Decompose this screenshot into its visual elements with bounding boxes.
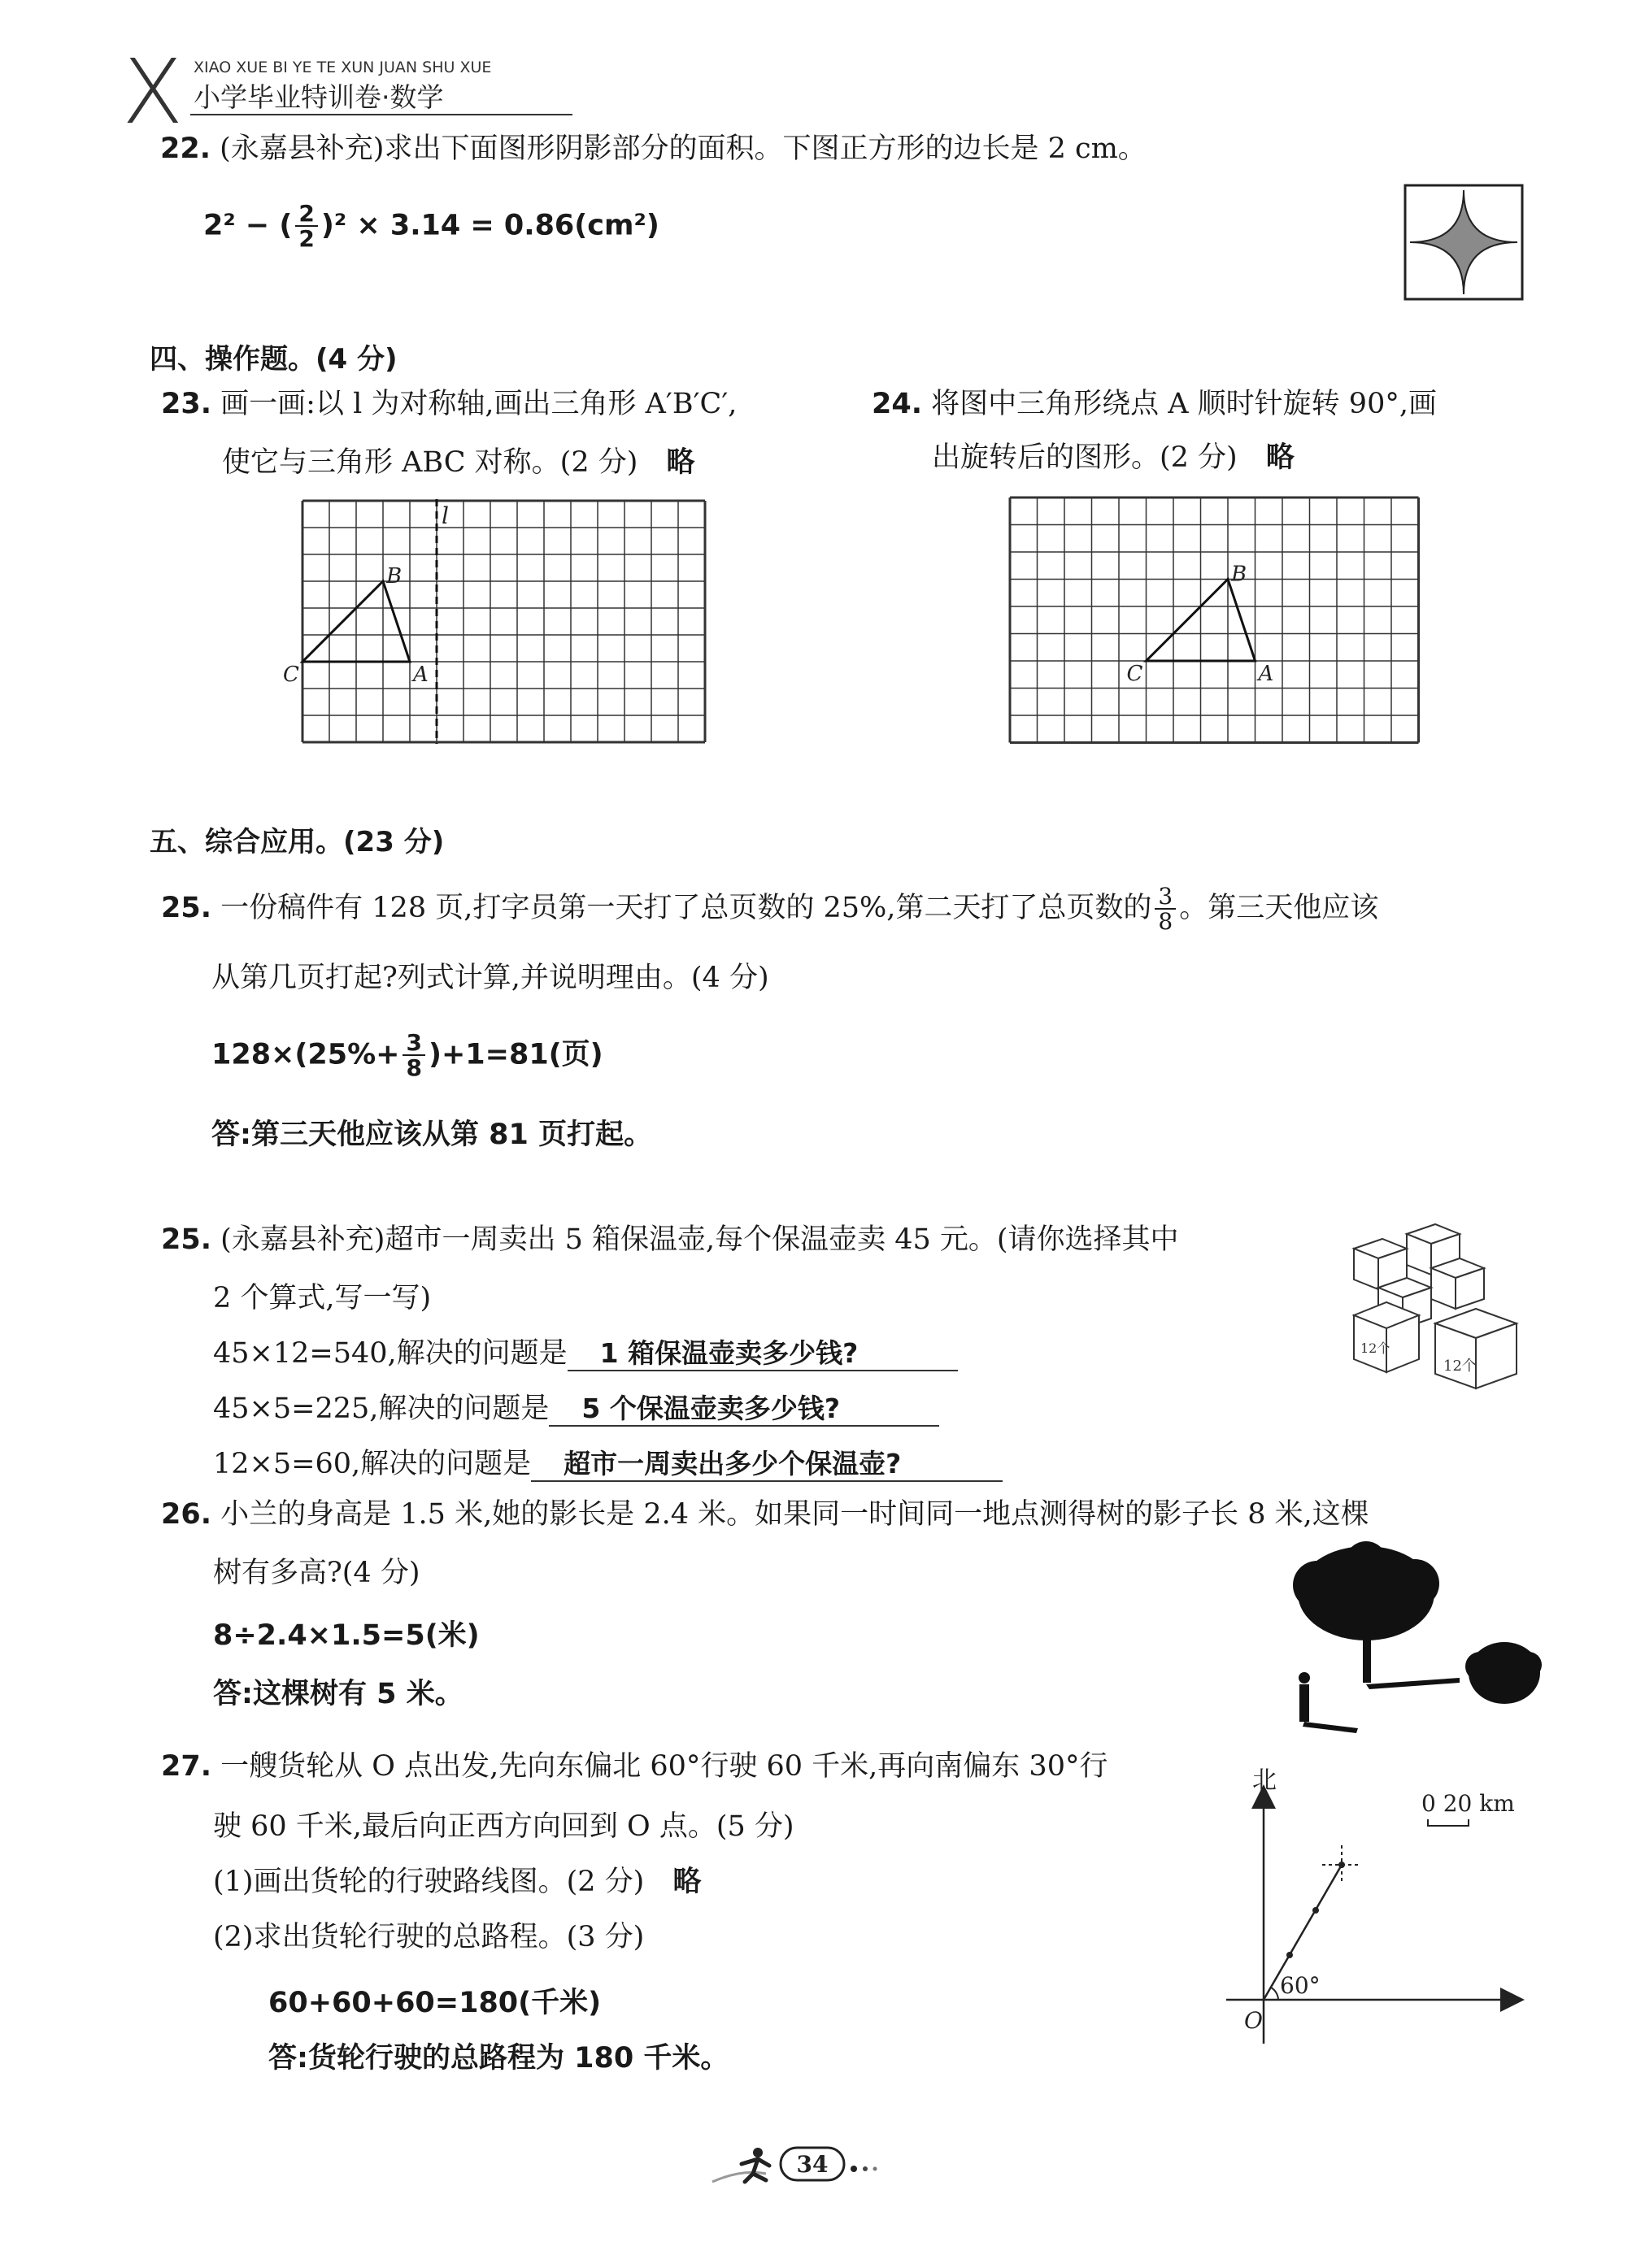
question-27-line2: 驶 60 千米,最后向正西方向回到 O 点。(5 分) <box>213 1810 794 1843</box>
fill-row <box>213 1336 958 1371</box>
question-text: 一艘货轮从 O 点出发,先向东偏北 60°行驶 60 千米,再向南偏东 30°行 <box>220 1750 1108 1783</box>
question-number: 26. <box>161 1498 212 1531</box>
question-text: 使它与三角形 ABC 对称。(2 分) <box>222 446 638 479</box>
q23-grid <box>283 499 707 746</box>
vertex-label-c: C <box>283 663 299 687</box>
question-23 <box>161 387 737 421</box>
question-26 <box>161 1497 1369 1532</box>
question-text: 画一画:以 l 为对称轴,画出三角形 A′B′C′, <box>220 388 738 420</box>
question-text: (1)画出货轮的行驶路线图。(2 分) <box>213 1866 645 1898</box>
q27-sub1 <box>213 1865 701 1899</box>
question-text: 一份稿件有 128 页,打字员第一天打了总页数的 25%,第二天打了总页数的 <box>220 891 1152 924</box>
section-4-title: 四、操作题。(4 分) <box>150 343 398 376</box>
answer: 略 <box>666 446 695 479</box>
box-label: 12个 <box>1443 1358 1477 1375</box>
question-25a <box>161 884 1378 934</box>
q27-answer: 答:货轮行驶的总路程为 180 千米。 <box>268 2042 729 2075</box>
answer-part: )² × 3.14 = 0.86(cm²) <box>320 209 659 242</box>
question-27 <box>161 1749 1108 1784</box>
frac-num: 3 <box>1155 884 1176 910</box>
fill-answer: 超市一周卖出多少个保温壶? <box>531 1448 1003 1482</box>
fraction <box>295 202 317 251</box>
axis-label: l <box>442 502 449 529</box>
section-5-title: 五、综合应用。(23 分) <box>150 826 445 858</box>
answer-part: 2² − ( <box>203 209 293 242</box>
q26-equation: 8÷2.4×1.5=5(米) <box>213 1619 480 1652</box>
q25a-answer: 答:第三天他应该从第 81 页打起。 <box>211 1119 653 1151</box>
fill-answer: 1 箱保温壶卖多少钱? <box>568 1337 958 1371</box>
fraction <box>403 1031 424 1080</box>
question-text: 小兰的身高是 1.5 米,她的影长是 2.4 米。如果同一时间同一地点测得树的影子长 8 米,这棵 <box>220 1498 1369 1531</box>
page-number-badge <box>709 2141 920 2187</box>
route-diagram <box>1212 1764 1537 2057</box>
q26-answer: 答:这棵树有 5 米。 <box>213 1678 463 1710</box>
q27-sub2: (2)求出货轮行驶的总路程。(3 分) <box>213 1921 645 1953</box>
header-title: 小学毕业特训卷·数学 <box>194 81 444 113</box>
q27-equation: 60+60+60=180(千米) <box>268 1987 602 2019</box>
vertex-label-b: B <box>1231 562 1247 587</box>
question-number: 25. <box>161 891 212 924</box>
vertex-label-a: A <box>1258 662 1274 686</box>
question-25b-line2: 2 个算式,写一写) <box>213 1282 432 1314</box>
question-23-line2 <box>222 445 695 480</box>
origin-label: O <box>1244 2007 1263 2034</box>
question-text: 出旋转后的图形。(2 分) <box>932 441 1238 474</box>
route-point <box>1286 1952 1293 1958</box>
frac-den: 8 <box>406 1054 422 1082</box>
q22-answer <box>203 202 659 251</box>
q25a-equation <box>211 1031 603 1080</box>
answer: 略 <box>1265 441 1295 474</box>
question-text: 。第三天他应该 <box>1179 891 1379 924</box>
question-text: (永嘉县补充)求出下面图形阴影部分的面积。下图正方形的边长是 2 cm。 <box>220 133 1147 165</box>
question-text: (永嘉县补充)超市一周卖出 5 箱保温壶,每个保温壶卖 45 元。(请你选择其中 <box>220 1223 1179 1256</box>
vertex-label-a: A <box>413 663 429 687</box>
tree-shadow-illustration <box>1285 1545 1545 1748</box>
question-24-line2 <box>932 441 1295 475</box>
fill-answer: 5 个保温壶卖多少钱? <box>549 1393 939 1427</box>
question-24 <box>872 387 1437 421</box>
answer-part: 128×(25%+ <box>211 1038 400 1071</box>
angle-label: 60° <box>1280 1972 1321 1999</box>
question-number: 25. <box>161 1223 212 1256</box>
scale-label: 0 20 km <box>1421 1790 1515 1817</box>
question-number: 22. <box>160 133 211 165</box>
q24-grid <box>1008 496 1420 743</box>
fill-expression: 45×12=540,解决的问题是 <box>213 1337 568 1370</box>
frac-den: 2 <box>298 225 315 253</box>
square-star-figure <box>1403 184 1524 301</box>
question-25b <box>161 1223 1179 1257</box>
fill-row <box>213 1447 1003 1482</box>
fill-expression: 12×5=60,解决的问题是 <box>213 1448 532 1480</box>
box-label: 12个 <box>1360 1340 1390 1356</box>
question-number: 24. <box>872 388 923 420</box>
vertex-label-b: B <box>386 564 403 589</box>
scale-bar <box>1428 1819 1469 1826</box>
question-number: 27. <box>161 1750 212 1783</box>
fraction <box>1155 884 1176 934</box>
question-number: 23. <box>161 388 212 420</box>
question-22 <box>160 132 1147 166</box>
frac-num: 3 <box>403 1031 424 1056</box>
header-pinyin: XIAO XUE BI YE TE XUN JUAN SHU XUE <box>194 59 492 76</box>
answer: 略 <box>672 1866 702 1898</box>
route-point <box>1312 1907 1319 1914</box>
header-logo-letter: X <box>122 40 184 144</box>
vertex-label-c: C <box>1126 662 1143 686</box>
question-26-line2: 树有多高?(4 分) <box>213 1557 420 1589</box>
page-number: 34 <box>796 2151 829 2178</box>
answer-part: )+1=81(页) <box>428 1038 603 1071</box>
frac-den: 8 <box>1158 908 1173 936</box>
boxes-illustration <box>1346 1218 1539 1397</box>
question-text: 将图中三角形绕点 A 顺时针旋转 90°,画 <box>931 388 1437 420</box>
frac-num: 2 <box>295 202 317 227</box>
question-25a-line2: 从第几页打起?列式计算,并说明理由。(4 分) <box>211 962 769 994</box>
header-rule <box>190 114 572 115</box>
north-label: 北 <box>1252 1766 1277 1795</box>
fill-row <box>213 1392 939 1427</box>
angle-arc <box>1271 1988 1278 2000</box>
fill-expression: 45×5=225,解决的问题是 <box>213 1393 550 1425</box>
